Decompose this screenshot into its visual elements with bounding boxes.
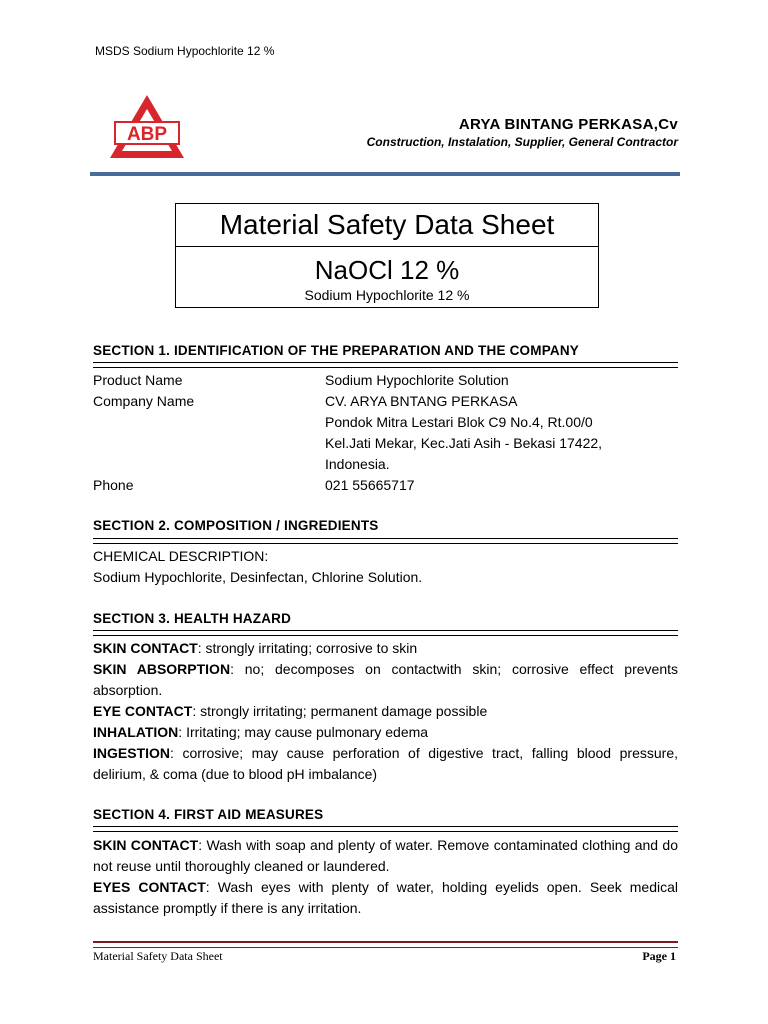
company-address-line: Indonesia.: [325, 456, 390, 472]
hazard-item: [93, 743, 678, 785]
company-name-label: Company Name: [93, 393, 195, 409]
first-aid-list: [93, 835, 678, 919]
chemical-description-label: CHEMICAL DESCRIPTION:: [93, 548, 269, 564]
first-aid-label: SKIN CONTACT: [93, 837, 199, 853]
hazard-label: EYE CONTACT: [93, 703, 193, 719]
hazard-text: : corrosive; may cause perforation of digestive tract, falling blood pressure, delirium, & coma (due to blood pH imbalance): [93, 745, 678, 782]
hazard-label: SKIN CONTACT: [93, 640, 198, 656]
chemical-description-value: Sodium Hypochlorite, Desinfectan, Chlorine Solution.: [93, 569, 423, 585]
section2-heading: SECTION 2. COMPOSITION / INGREDIENTS: [93, 518, 379, 533]
phone-value: 021 55665717: [325, 477, 415, 493]
first-aid-text: : Wash eyes with plenty of water, holding eyelids open. Seek medical assistance promptly if there is any irritation.: [93, 879, 678, 916]
footer-title: Material Safety Data Sheet: [93, 949, 223, 963]
section3-rule: [93, 630, 678, 636]
first-aid-item: [93, 877, 678, 919]
first-aid-label: EYES CONTACT: [93, 879, 206, 895]
hazard-item: [93, 659, 678, 701]
chemical-formula: NaOCl 12 %: [314, 255, 460, 285]
company-address-line: Kel.Jati Mekar, Kec.Jati Asih - Bekasi 17422,: [325, 435, 603, 451]
first-aid-item: [93, 835, 678, 877]
section4-heading: SECTION 4. FIRST AID MEASURES: [93, 807, 324, 822]
header-divider: [90, 172, 680, 176]
company-address-line: CV. ARYA BNTANG PERKASA: [325, 393, 518, 409]
company-tagline: Construction, Instalation, Supplier, General Contractor: [366, 135, 678, 149]
hazard-item: [93, 722, 678, 743]
health-hazard-list: [93, 638, 678, 785]
chemical-subtitle: Sodium Hypochlorite 12 %: [304, 287, 470, 303]
title-box: [175, 203, 599, 308]
section3-heading: SECTION 3. HEALTH HAZARD: [93, 611, 292, 626]
hazard-label: INHALATION: [93, 724, 179, 740]
section1-rule: [93, 362, 678, 368]
logo-lettering: ABP: [126, 124, 168, 145]
product-name-label: Product Name: [93, 372, 183, 388]
hazard-label: INGESTION: [93, 745, 171, 761]
company-name: ARYA BINTANG PERKASA,Cv: [458, 116, 678, 133]
phone-label: Phone: [93, 477, 134, 493]
company-logo: [106, 92, 188, 164]
hazard-item: [93, 701, 678, 722]
document-header-title: MSDS Sodium Hypochlorite 12 %: [95, 44, 275, 58]
document-title: Material Safety Data Sheet: [176, 204, 598, 247]
footer-divider: [93, 941, 678, 948]
first-aid-text: : Wash with soap and plenty of water. Remove contaminated clothing and do not reuse until thoroughly cleaned or laundered.: [93, 837, 679, 874]
hazard-item: [93, 638, 678, 659]
page-number: Page 1: [642, 949, 676, 963]
product-name-value: Sodium Hypochlorite Solution: [325, 372, 509, 388]
hazard-text: : Irritating; may cause pulmonary edema: [178, 724, 429, 740]
hazard-text: : strongly irritating; corrosive to skin: [197, 640, 418, 656]
section4-rule: [93, 826, 678, 832]
section2-rule: [93, 538, 678, 544]
hazard-label: SKIN ABSORPTION: [93, 661, 231, 677]
hazard-text: : no; decomposes on contactwith skin; corrosive effect prevents absorption.: [93, 661, 679, 698]
hazard-text: : strongly irritating; permanent damage possible: [192, 703, 488, 719]
company-address-line: Pondok Mitra Lestari Blok C9 No.4, Rt.00/0: [325, 414, 593, 430]
section1-heading: SECTION 1. IDENTIFICATION OF THE PREPARATION AND THE COMPANY: [93, 343, 580, 358]
